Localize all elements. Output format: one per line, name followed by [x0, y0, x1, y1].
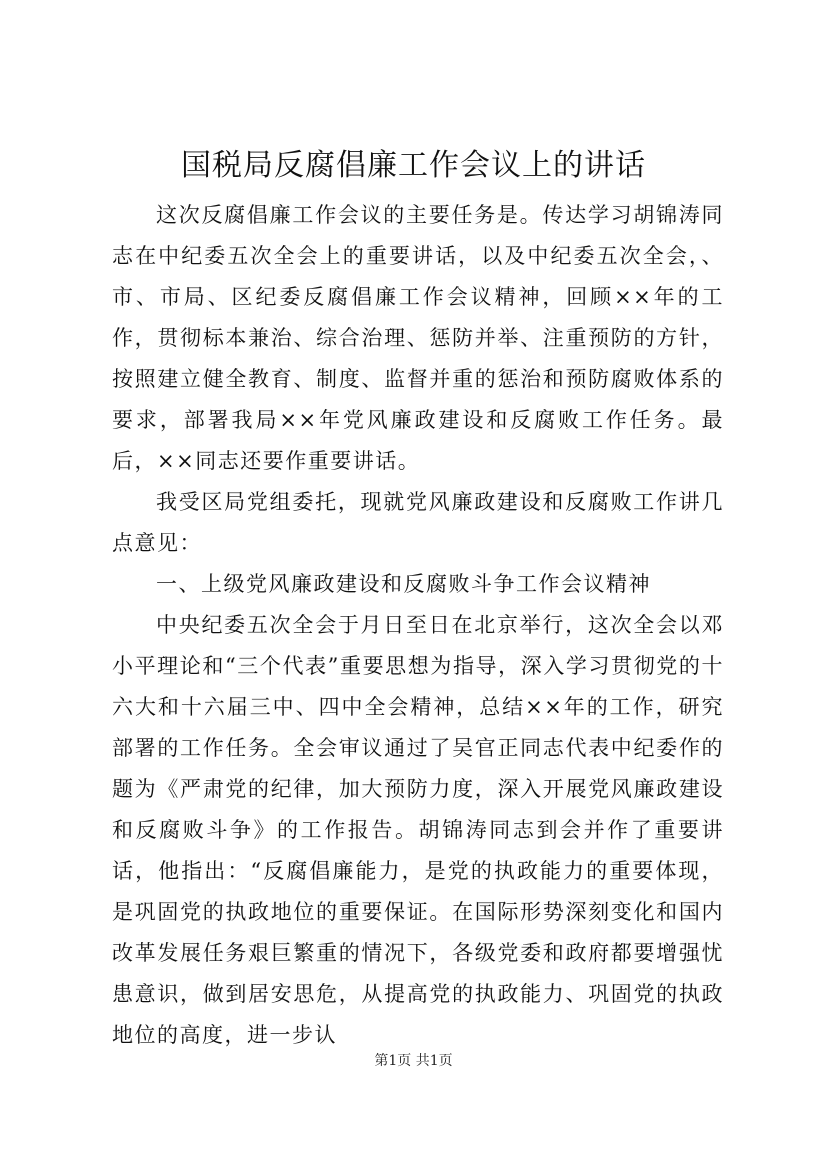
page-footer: 第1页 共1页: [374, 1053, 453, 1069]
document-body: [112, 195, 724, 1056]
paragraph-intro: 这次反腐倡廉工作会议的主要任务是。传达学习胡锦涛同志在中纪委五次全会上的重要讲话，以及中纪委五次全会，、市、市局、区纪委反腐倡廉工作会议精神，回顾××年的工作，贯彻标本兼治、综合治理、惩防并举、注重预防的方针，按照建立健全教育、制度、监督并重的惩治和预防腐败体系的要求，部署我局××年党风廉政建设和反腐败工作任务。最后，××同志还要作重要讲话。: [112, 203, 724, 473]
section-heading-1: 一、上级党风廉政建设和反腐败斗争工作会议精神: [156, 572, 651, 596]
document-title: 国税局反腐倡廉工作会议上的讲话: [181, 148, 646, 183]
paragraph-plenary: 中央纪委五次全会于月日至日在北京举行，这次全会以邓小平理论和“三个代表”重要思想为指导，深入学习贯彻党的十六大和十六届三中、四中全会精神，总结××年的工作，研究部署的工作任务。全会审议通过了吴官正同志代表中纪委作的题为《严肃党的纪律，加大预防力度，深入开展党风廉政建设和反腐败斗争》的工作报告。胡锦涛同志到会并作了重要讲话，他指出：“反腐倡廉能力，是党的执政能力的重要体现，是巩固党的执政地位的重要保证。在国际形势深刻变化和国内改革发展任务艰巨繁重的情况下，各级党委和政府都要增强忧患意识，做到居安思危，从提高党的执政能力、巩固党的执政地位的高度，进一步认: [112, 613, 724, 1047]
paragraph-entrusted: 我受区局党组委托，现就党风廉政建设和反腐败工作讲几点意见：: [112, 490, 724, 555]
